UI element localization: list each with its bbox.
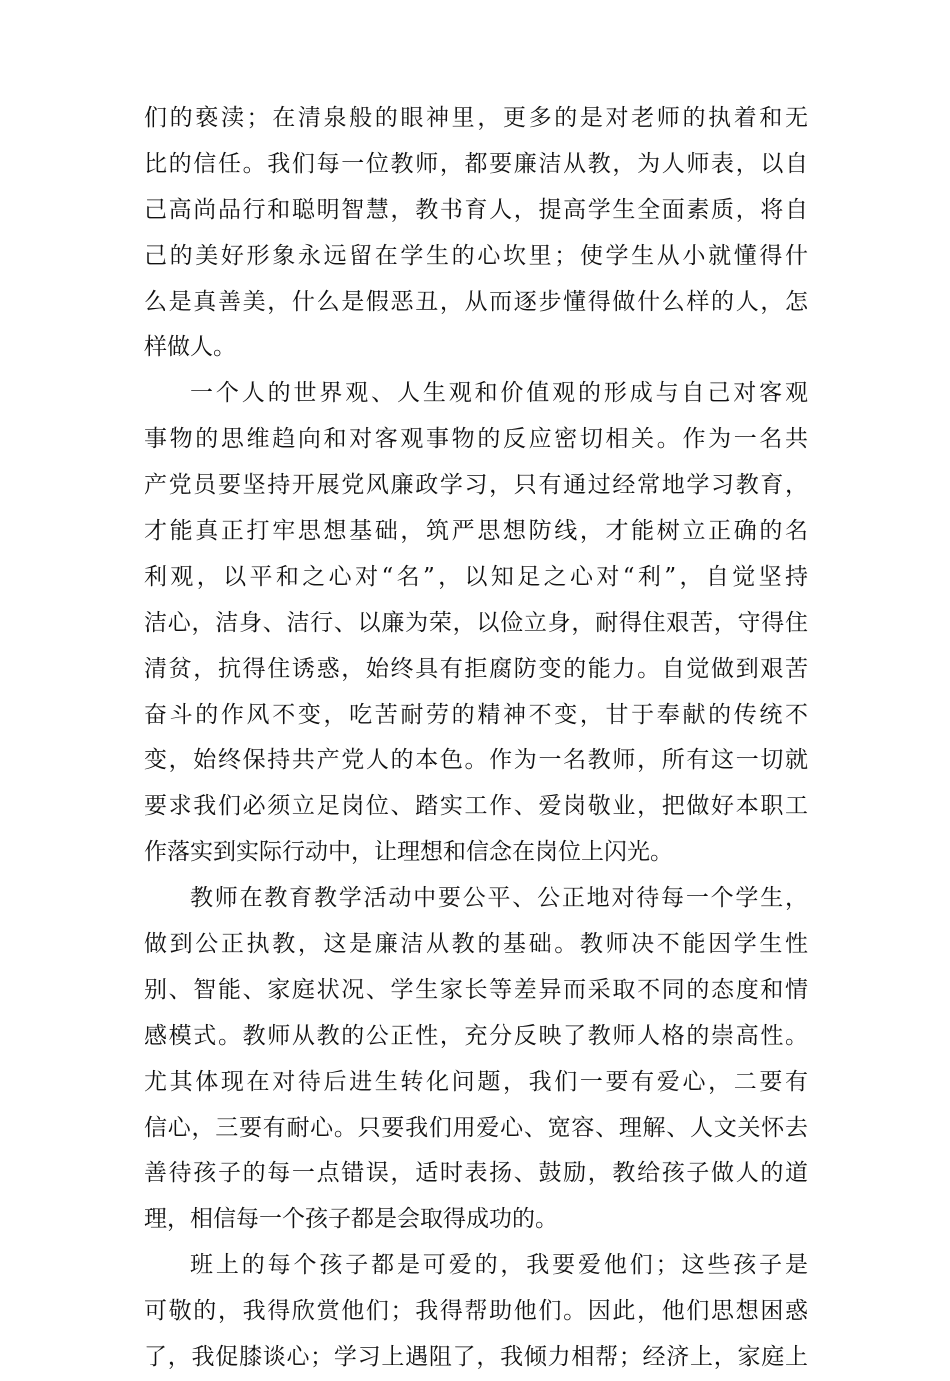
text-line: 变，始终保持共产党人的本色。作为一名教师，所有这一切就 <box>144 747 808 774</box>
paragraph-1 <box>144 96 808 371</box>
text-line: 信心，三要有耐心。只要我们用爱心、宽容、理解、人文关怀去 <box>144 1114 808 1141</box>
text-line: 事物的思维趋向和对客观事物的反应密切相关。作为一名共 <box>144 426 808 453</box>
text-line: 班上的每个孩子都是可爱的，我要爱他们；这些孩子是 <box>190 1252 808 1279</box>
text-line: 清贫，抗得住诱惑，始终具有拒腐防变的能力。自觉做到艰苦 <box>144 655 808 682</box>
text-line: 己高尚品行和聪明智慧，教书育人，提高学生全面素质，将自 <box>144 196 808 223</box>
text-line: 了，我促膝谈心；学习上遇阻了，我倾力相帮；经济上，家庭上 <box>144 1344 808 1371</box>
text-line: 尤其体现在对待后进生转化问题，我们一要有爱心，二要有 <box>144 1068 808 1095</box>
text-line: 感模式。教师从教的公正性，充分反映了教师人格的崇高性。 <box>144 1022 808 1049</box>
text-line: 做到公正执教，这是廉洁从教的基础。教师决不能因学生性 <box>144 931 808 958</box>
text-line: 要求我们必须立足岗位、踏实工作、爱岗敬业，把做好本职工 <box>144 793 808 820</box>
text-line: 们的亵渎；在清泉般的眼神里，更多的是对老师的执着和无 <box>144 105 808 131</box>
text-line: 奋斗的作风不变，吃苦耐劳的精神不变，甘于奉献的传统不 <box>144 701 808 728</box>
text-line: 比的信任。我们每一位教师，都要廉洁从教，为人师表，以自 <box>144 150 808 177</box>
document-page <box>144 96 808 1381</box>
text-line: 一个人的世界观、人生观和价值观的形成与自己对客观 <box>190 380 808 407</box>
text-line: 样做人。 <box>144 334 236 361</box>
text-line: 洁心，洁身、洁行、以廉为荣，以俭立身，耐得住艰苦，守得住 <box>144 609 808 636</box>
text-line: 利观，以平和之心对“名”，以知足之心对“利”，自觉坚持 <box>144 563 808 590</box>
text-line: 善待孩子的每一点错误，适时表扬、鼓励，教给孩子做人的道 <box>144 1160 808 1187</box>
text-line: 别、智能、家庭状况、学生家长等差异而采取不同的态度和情 <box>144 976 808 1003</box>
text-line: 产党员要坚持开展党风廉政学习，只有通过经常地学习教育， <box>144 472 808 499</box>
text-line: 才能真正打牢思想基础，筑严思想防线，才能树立正确的名 <box>144 518 808 545</box>
text-line: 理，相信每一个孩子都是会取得成功的。 <box>144 1206 558 1233</box>
paragraph-4 <box>144 1243 808 1381</box>
text-line: 么是真善美，什么是假恶丑，从而逐步懂得做什么样的人，怎 <box>144 288 808 315</box>
paragraph-2 <box>144 371 808 876</box>
text-line: 作落实到实际行动中，让理想和信念在岗位上闪光。 <box>144 839 673 866</box>
text-line: 可敬的，我得欣赏他们；我得帮助他们。因此，他们思想困惑 <box>144 1298 808 1325</box>
text-line: 教师在教育教学活动中要公平、公正地对待每一个学生， <box>190 885 808 912</box>
text-line: 己的美好形象永远留在学生的心坎里；使学生从小就懂得什 <box>144 242 808 269</box>
paragraph-3 <box>144 876 808 1243</box>
